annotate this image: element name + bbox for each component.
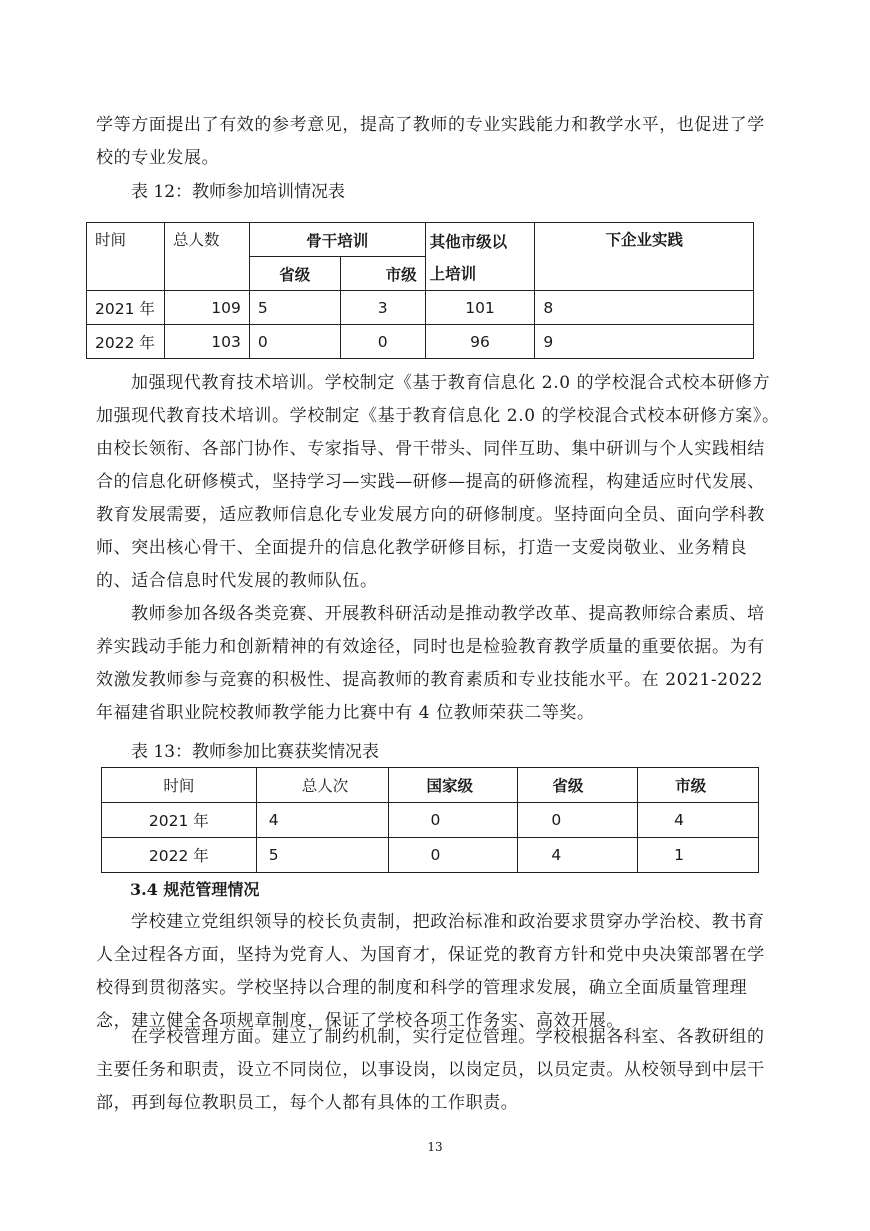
table-row (87, 291, 754, 325)
table12-header-province: 省级 (249, 257, 340, 291)
table13-cell-city: 4 (638, 803, 759, 838)
paragraph-management-1: 学校建立党组织领导的校长负责制，把政治标准和政治要求贯穿办学治校、教书育人全过程各方面，坚持为党育人、为国育才，保证党的教育方针和党中央决策部署在学校得到贯彻落实。学校坚持以合理的制度和科学的管理求发展，确立全面质量管理理念，建立健全各项规章制度，保证了学校各项工作务实、高效开展。 (96, 912, 765, 1031)
table12-cell-city: 0 (340, 325, 425, 359)
paragraph-competition: 教师参加各级各类竞赛、开展教科研活动是推动教学改革、提高教师综合素质、培养实践动手能力和创新精神的有效途径，同时也是检验教育教学质量的重要依据。为有效激发教师参与竞赛的积极性、提高教师的教育素质和专业技能水平。在 2021-2022 年福建省职业院校教师教学能力比赛中有 4 位教师荣获二等奖。 (96, 604, 765, 723)
table12-cell-total: 109 (164, 291, 249, 325)
table13-header-national: 国家级 (388, 768, 518, 803)
table12-header-enterprise: 下企业实践 (535, 223, 754, 291)
table12-cell-other: 96 (425, 325, 535, 359)
table12-header-total: 总人数 (164, 223, 249, 291)
table12-cell-enterprise: 9 (535, 325, 754, 359)
table13-header-province: 省级 (518, 768, 638, 803)
table12-cell-other: 101 (425, 291, 535, 325)
table12-cell-province: 0 (249, 325, 340, 359)
table12-header-other (425, 223, 535, 291)
table13-cell-province: 4 (518, 838, 638, 873)
table12-header-other-line1: 其他市级以 (429, 232, 508, 251)
table13-competition (101, 767, 759, 873)
table13-caption: 表 13：教师参加比赛获奖情况表 (131, 742, 380, 762)
paragraph-tech-training: 加强现代教育技术培训。学校制定《基于教育信息化 2.0 的学校混合式校本研修方加强现代教育技术培训。学校制定《基于教育信息化 2.0 的学校混合式校本研修方案》。由校长领衔、各部门协作、专家指导、骨干带头、同伴互助、集中研训与个人实践相结合的信息化研修模式，坚持学习—实践—研修—提高的研修流程，构建适应时代发展、教育发展需要，适应教师信息化专业发展方向的研修制度。坚持面向全员、面向学科教师、突出核心骨干、全面提升的信息化教学研修目标，打造一支爱岗敬业、业务精良的、适合信息时代发展的教师队伍。 (96, 373, 780, 591)
table-row (87, 325, 754, 359)
table12-cell-total: 103 (164, 325, 249, 359)
table13-cell-national: 0 (388, 838, 518, 873)
table13-header-row (102, 768, 759, 803)
paragraph-intro: 学等方面提出了有效的参考意见，提高了教师的专业实践能力和教学水平，也促进了学校的专业发展。 (96, 115, 765, 168)
table13-cell-year: 2022 年 (102, 838, 257, 873)
table12-cell-city: 3 (340, 291, 425, 325)
table12-header-backbone: 骨干培训 (249, 223, 425, 257)
table12-header-city: 市级 (340, 257, 425, 291)
table13-cell-year: 2021 年 (102, 803, 257, 838)
table13-header-time: 时间 (102, 768, 257, 803)
table-row (102, 838, 759, 873)
table13-cell-national: 0 (388, 803, 518, 838)
table12-cell-year: 2022 年 (87, 325, 165, 359)
paragraph-management-2: 在学校管理方面。建立了制约机制，实行定位管理。学校根据各科室、各教研组的主要任务和职责，设立不同岗位，以事设岗，以岗定员，以员定责。从校领导到中层干部，再到每位教职员工，每个人都有具体的工作职责。 (96, 1027, 765, 1113)
table12-cell-province: 5 (249, 291, 340, 325)
section-heading: 3.4 规范管理情况 (130, 880, 260, 899)
table-row (102, 803, 759, 838)
table13-cell-total: 4 (256, 803, 388, 838)
table12-cell-enterprise: 8 (535, 291, 754, 325)
table12-header-other-line2: 上培训 (429, 264, 477, 283)
table12-header-time: 时间 (87, 223, 165, 291)
table12-cell-year: 2021 年 (87, 291, 165, 325)
table13-cell-province: 0 (518, 803, 638, 838)
table13-header-total: 总人次 (256, 768, 388, 803)
table13-cell-city: 1 (638, 838, 759, 873)
table12-training (86, 222, 754, 359)
table13-cell-total: 5 (256, 838, 388, 873)
table13-header-city: 市级 (638, 768, 759, 803)
page-number: 13 (427, 1140, 443, 1154)
table12-caption: 表 12：教师参加培训情况表 (131, 182, 346, 202)
table12-header-row (87, 223, 754, 257)
